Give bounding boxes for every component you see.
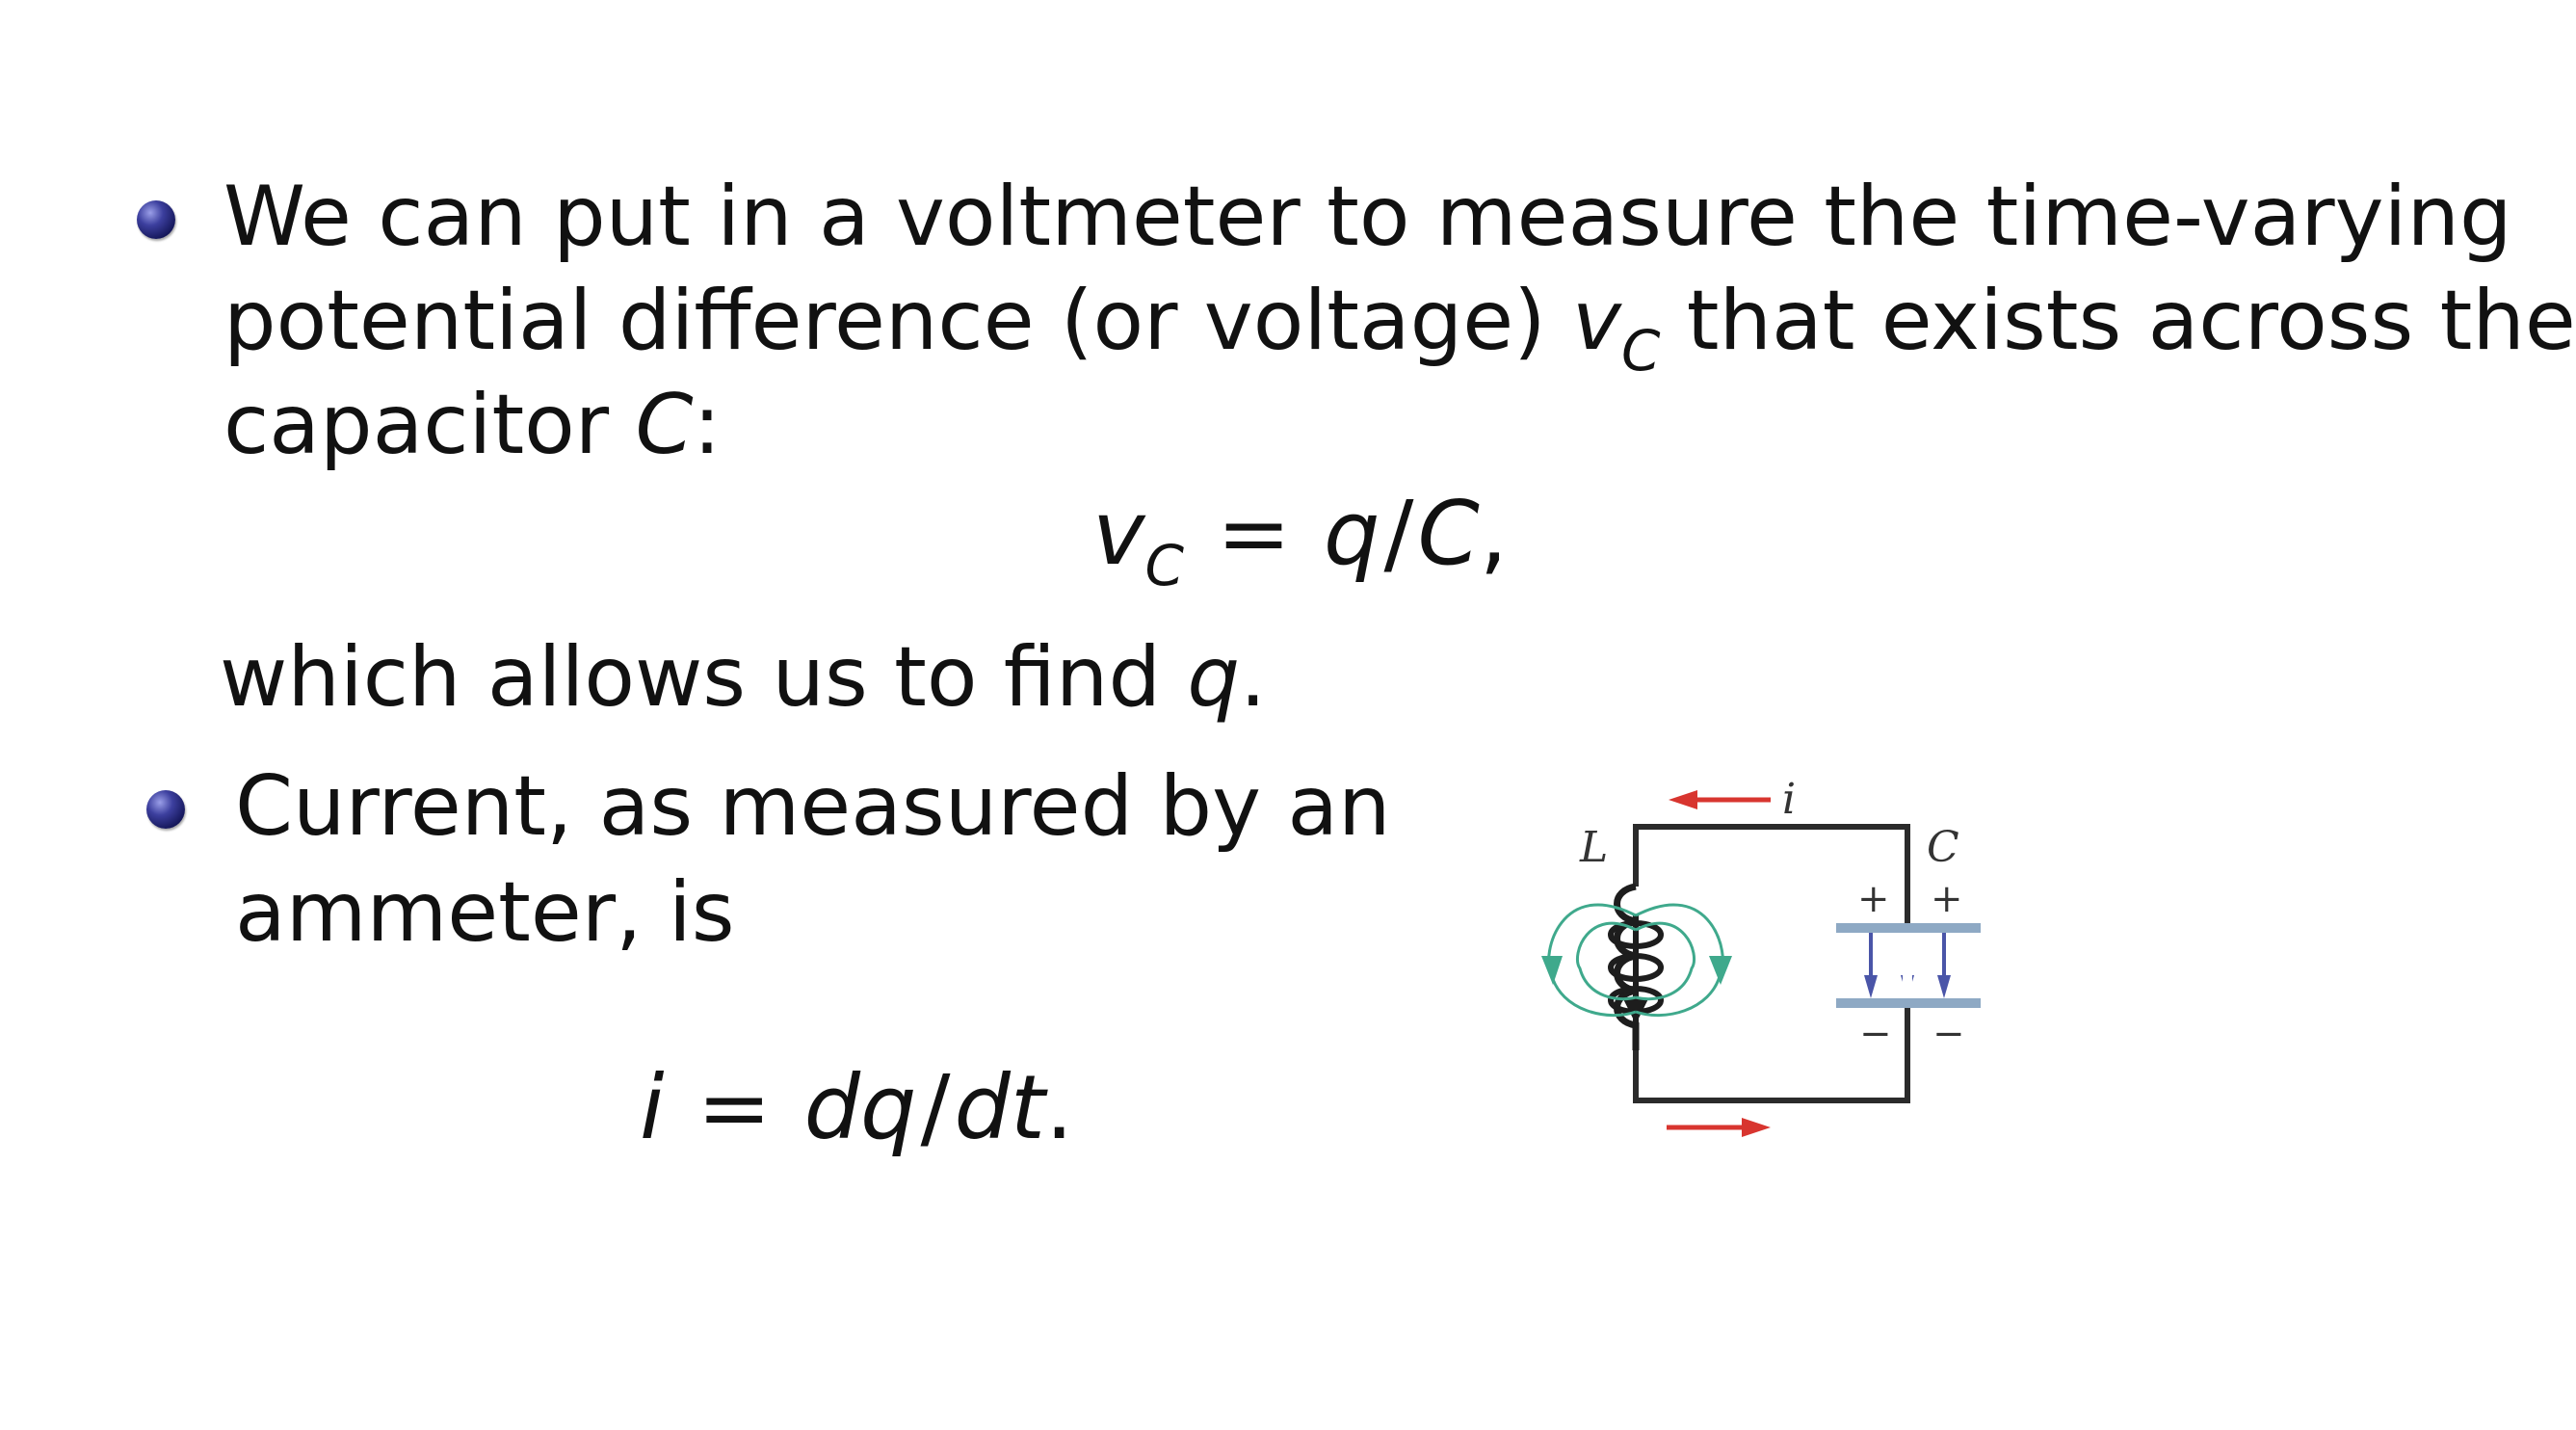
eq2-lhs: i	[640, 1056, 665, 1159]
bullet2-line2	[235, 864, 735, 961]
eq1-operator: =	[1216, 482, 1292, 585]
eq2-trailing: .	[1044, 1056, 1074, 1159]
bullet1-line3-suffix: :	[693, 377, 722, 473]
eq2-rhs-num: dq	[803, 1056, 917, 1159]
after-equation1-line	[220, 629, 1267, 726]
after-eq1-prefix: which allows us to find	[220, 629, 1188, 726]
equation-voltage	[1092, 482, 1508, 598]
minus-sign-left: −	[1859, 1012, 1892, 1056]
eq2-operator: =	[697, 1056, 772, 1159]
eq1-slash: /	[1383, 482, 1414, 585]
bullet1-line2-prefix: potential difference (or voltage)	[223, 273, 1573, 369]
current-arrow-top	[1669, 790, 1771, 809]
bullet1-line2-suffix: that exists across the	[1660, 273, 2576, 369]
bullet1-line3-prefix: capacitor	[223, 377, 636, 473]
circuit-wire	[1636, 827, 1907, 1100]
bullet2-line2-text: ammeter, is	[235, 864, 735, 961]
plus-sign-right: +	[1931, 877, 1963, 921]
bullet1-var-v: v	[1572, 273, 1621, 369]
current-arrow-bottom	[1667, 1118, 1771, 1137]
after-eq1-suffix: .	[1239, 629, 1267, 726]
bullet-marker-2	[146, 790, 185, 829]
eq1-rhs-num: q	[1324, 482, 1380, 585]
eq1-lhs-var: v	[1092, 482, 1145, 585]
plus-sign-left: +	[1857, 877, 1890, 921]
eq2-slash: /	[920, 1056, 951, 1159]
bullet1-var-c: C	[635, 377, 694, 473]
bullet2-line1	[235, 758, 1391, 855]
eq1-trailing: ,	[1479, 482, 1508, 585]
bullet1-line3	[223, 377, 722, 473]
equation-current	[640, 1056, 1074, 1159]
eq1-lhs-sub: C	[1144, 533, 1184, 598]
eq2-rhs-den: dt	[954, 1056, 1045, 1159]
current-label: i	[1782, 775, 1797, 824]
bullet1-line1	[223, 169, 2512, 265]
bullet1-var-sub: C	[1620, 318, 1661, 384]
minus-sign-right: −	[1932, 1012, 1965, 1056]
bullet1-line2	[223, 273, 2576, 384]
bullet1-line1-text: We can put in a voltmeter to measure the time-varying	[223, 169, 2512, 265]
eq1-rhs-den: C	[1417, 482, 1480, 585]
inductor-label: L	[1580, 823, 1609, 872]
lc-circuit-diagram	[1522, 771, 2004, 1156]
bullet-marker-1	[137, 200, 175, 239]
bullet2-line1-text: Current, as measured by an	[235, 758, 1391, 855]
after-eq1-var: q	[1187, 629, 1240, 726]
capacitor-label: C	[1927, 823, 1959, 872]
